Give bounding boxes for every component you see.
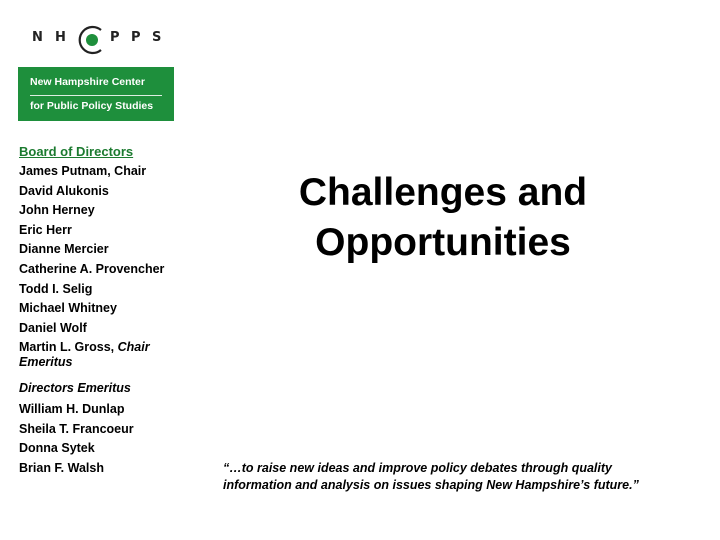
slide-title [240, 168, 646, 268]
board-member: Michael Whitney [19, 301, 117, 316]
board-member-chair-emeritus [19, 340, 194, 370]
mission-quote-line2: information and analysis on issues shaping New Hampshire’s future.” [223, 478, 639, 492]
board-member: Daniel Wolf [19, 320, 87, 335]
logo-wordmark [30, 24, 170, 56]
logo-name-line2: for Public Policy Studies [30, 100, 154, 112]
board-members-list [19, 164, 194, 375]
logo-band [18, 67, 174, 121]
logo-letter-s: S [152, 30, 162, 45]
board-member: Eric Herr [19, 222, 72, 237]
directors-emeritus-heading: Directors Emeritus [19, 381, 131, 395]
emeritus-member: Sheila T. Francoeur [19, 421, 134, 436]
board-member: James Putnam, Chair [19, 164, 147, 178]
chair-emeritus-title: Chair Emeritus [19, 340, 150, 370]
logo-letter-p2: P [131, 30, 141, 45]
board-member: Dianne Mercier [19, 242, 109, 257]
slide-title-line1: Challenges and [298, 171, 588, 214]
mission-quote [223, 460, 713, 494]
nhcpps-c-icon [76, 24, 108, 56]
logo-divider [30, 95, 162, 96]
board-member: John Herney [19, 203, 95, 218]
logo-letter-p1: P [110, 30, 120, 45]
mission-quote-line1: “…to raise new ideas and improve policy debates through quality [223, 461, 612, 475]
slide-title-line2: Opportunities [315, 221, 571, 264]
emeritus-member: Donna Sytek [19, 441, 95, 456]
logo-name-line1: New Hampshire Center [30, 76, 145, 88]
board-member: Catherine A. Provencher [19, 261, 165, 276]
logo-letter-n: N [32, 30, 43, 45]
logo-letter-h: H [55, 30, 66, 45]
board-member: Todd I. Selig [19, 281, 93, 296]
emeritus-member: Brian F. Walsh [19, 460, 104, 475]
chair-emeritus-name: Martin L. Gross, [19, 340, 118, 355]
board-member: David Alukonis [19, 183, 109, 198]
emeritus-member: William H. Dunlap [19, 402, 125, 416]
board-of-directors-heading[interactable]: Board of Directors [19, 144, 134, 159]
directors-emeritus-list [19, 402, 194, 480]
